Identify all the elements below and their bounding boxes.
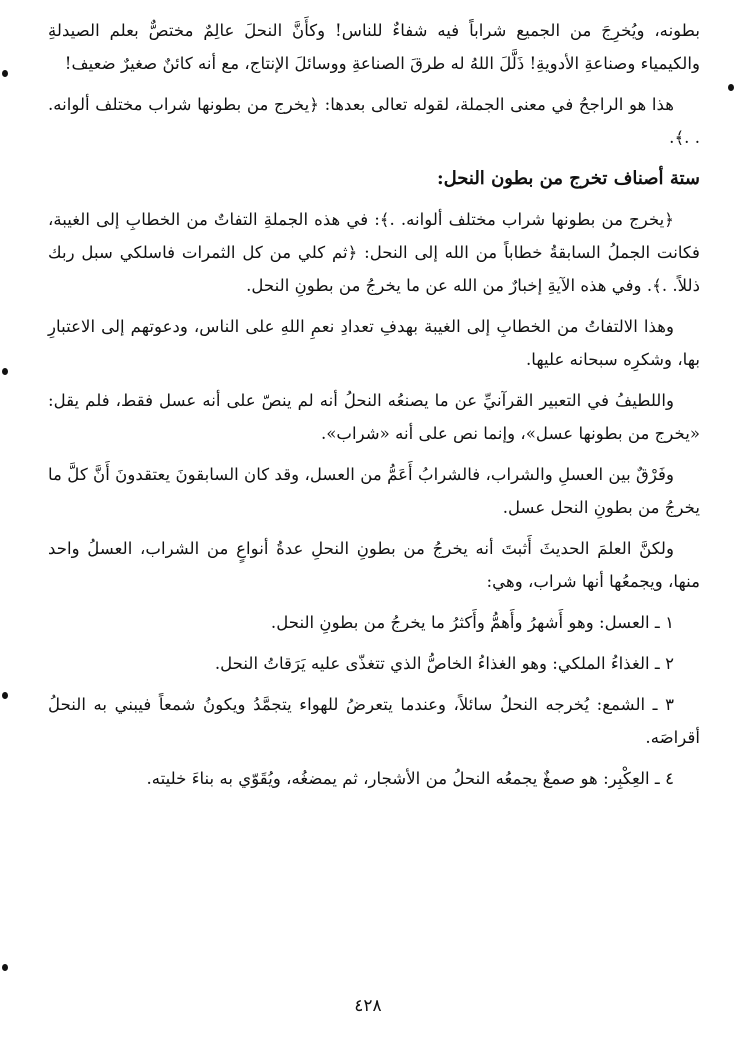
page-body: [48, 14, 700, 803]
paragraph-7: ولكنَّ العلمَ الحديثَ أَثبتَ أنه يخرجُ من بطونِ النحلِ عدةُ أنواعٍ من الشراب، العسلُ واحد منها، ويجمعُها أنها شراب، وهي:: [48, 539, 700, 591]
margin-mark: [2, 692, 8, 699]
paragraph-1: بطونه، ويُخرِجَ من الجميع شراباً فيه شفاءٌ للناس! وكأَنَّ النحلَ عالِمٌ مختصٌّ بعلم الصيدلةِ والكيمياء وصناعةِ الأدويةِ! ذَلَّلَ اللهُ له طرقَ الصناعةِ ووسائلَ الإنتاج، مع أنه كائنٌ صغيرٌ ضعيف!: [48, 21, 700, 73]
section-heading: ستة أصناف تخرج من بطون النحل:: [437, 168, 700, 189]
list-item-1: ١ ـ العسل: وهو أَشهرُ وأَهمُّ وأَكثرُ ما يخرجُ من بطونِ النحل.: [270, 613, 674, 632]
list-item-4: ٤ ـ العِكْبِر: هو صمغٌ يجمعُه النحلُ من الأشجار، ثم يمضغُه، ويُقَوّي به بناءَ خليته.: [146, 769, 674, 788]
paragraph-3: ﴿يخرج من بطونها شراب مختلف ألوانه. .﴾: في هذه الجملةِ التفاتٌ من الخطابِ إلى الغيبة، فكانت الجملُ السابقةُ خطاباً من الله إلى النحل: ﴿ثم كلي من كل الثمرات فاسلكي سبل ربك ذللاً. .﴾. وفي هذه الآيةِ إخبارٌ من الله عن ما يخرجُ من بطونِ النحل.: [48, 210, 700, 295]
paragraph-2: هذا هو الراجحُ في معنى الجملة، لقوله تعالى بعدها: ﴿يخرج من بطونها شراب مختلف ألوانه. . .﴾.: [48, 95, 700, 147]
margin-mark: [2, 964, 8, 971]
page-number: ٤٢٨: [354, 996, 382, 1016]
margin-mark: [2, 368, 8, 375]
paragraph-4: وهذا الالتفاتُ من الخطابِ إلى الغيبة بهدفِ تعدادِ نعمِ اللهِ على الناس، ودعوتهم إلى الاعتبارِ بها، وشكرِه سبحانه عليها.: [48, 317, 700, 369]
margin-mark: [2, 70, 8, 77]
list-item-3: ٣ ـ الشمع: يُخرجه النحلُ سائلاً، وعندما يتعرضُ للهواء يتجمَّدُ ويكونُ شمعاً فيبني به النحلُ أقراصَه.: [48, 695, 700, 747]
list-item-2: ٢ ـ الغذاءُ الملكي: وهو الغذاءُ الخاصُّ الذي تتغذّى عليه يَرَقاتُ النحل.: [214, 654, 674, 673]
paragraph-6: وفَرْقٌ بين العسلِ والشراب، فالشرابُ أَعَمُّ من العسل، وقد كان السابقونَ يعتقدونَ أَنَّ كلَّ ما يخرجُ من بطونِ النحل عسل.: [48, 465, 700, 517]
paragraph-5: واللطيفُ في التعبير القرآنيِّ عن ما يصنعُه النحلُ أنه لم ينصّ على أنه عسل فقط، فلم يقل: «يخرج من بطونها عسل»، وإنما نص على أنه «شراب».: [48, 391, 700, 443]
margin-mark: [728, 84, 734, 91]
